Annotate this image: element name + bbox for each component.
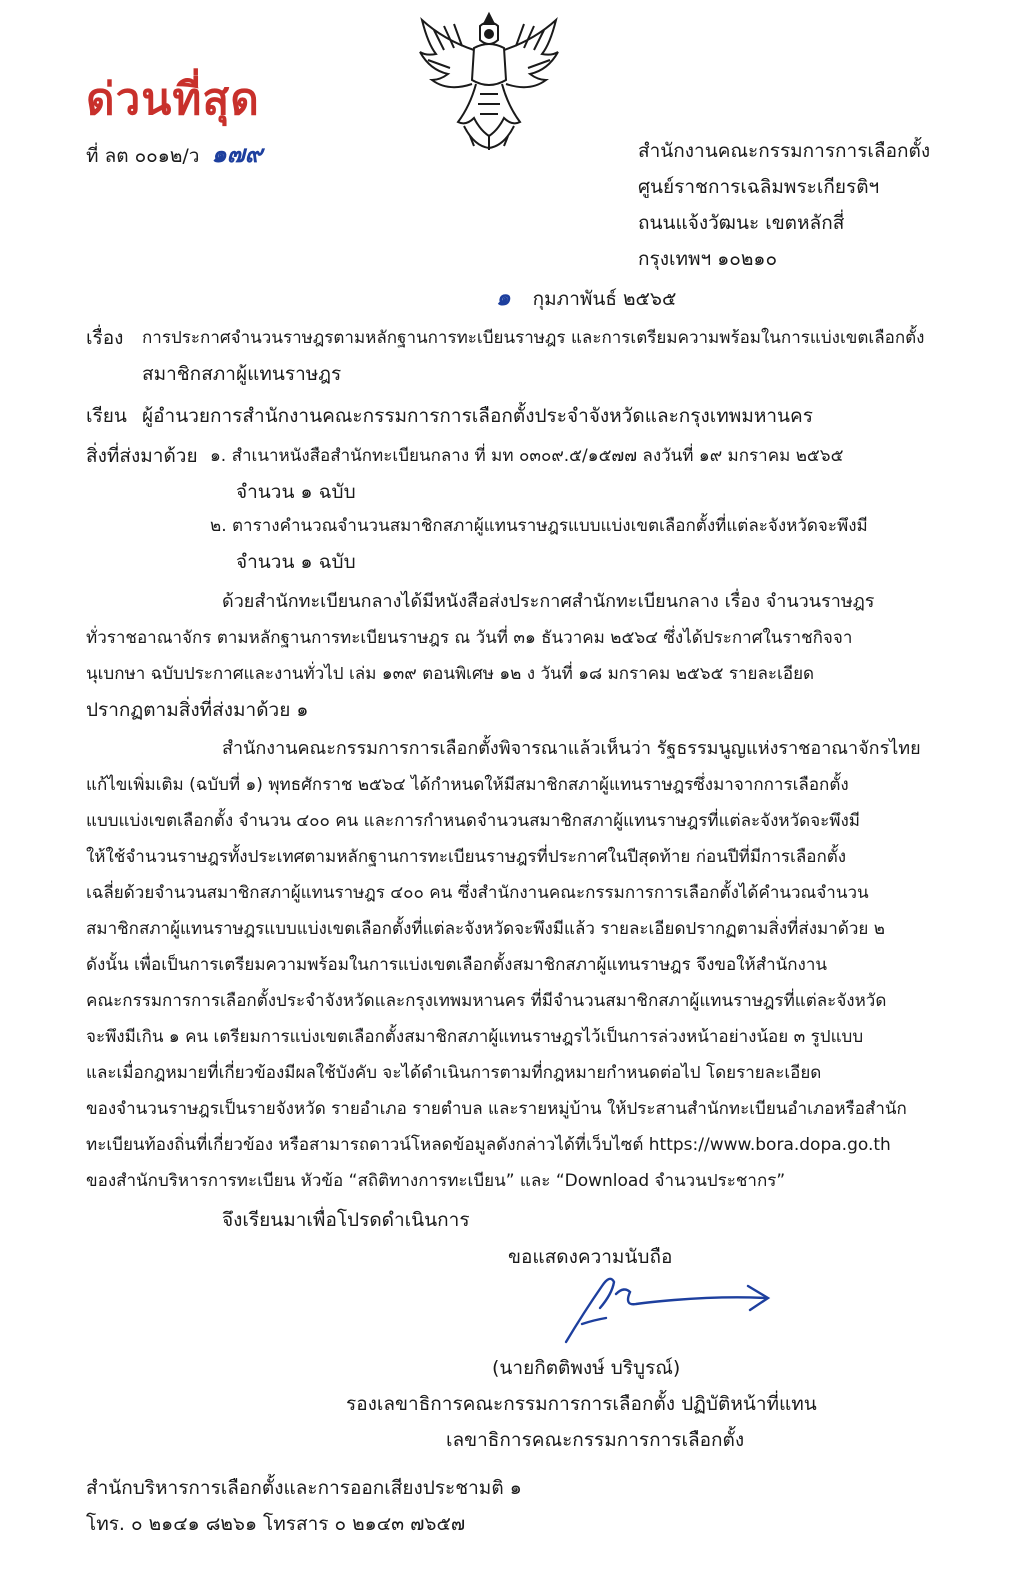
paragraph-2-line: คณะกรรมการการเลือกตั้งประจำจังหวัดและกรุงเทพมหานคร ที่มีจำนวนสมาชิกสภาผู้แทนราษฎรที่แต่ละจังหวัด <box>86 991 887 1011</box>
footer-office: สำนักบริหารการเลือกตั้งและการออกเสียงประชามติ ๑ <box>86 1477 522 1499</box>
footer-contact: โทร. ๐ ๒๑๔๑ ๘๒๖๑ โทรสาร ๐ ๒๑๔๓ ๗๖๕๗ <box>86 1513 466 1535</box>
salutation-text: ผู้อำนวยการสำนักงานคณะกรรมการการเลือกตั้งประจำจังหวัดและกรุงเทพมหานคร <box>142 405 813 427</box>
paragraph-2-line: สำนักงานคณะกรรมการการเลือกตั้งพิจารณาแล้วเห็นว่า รัฐธรรมนูญแห่งราชอาณาจักรไทย <box>222 738 921 759</box>
letter-date <box>496 286 676 311</box>
sender-address-line-2: ศูนย์ราชการเฉลิมพระเกียรติฯ <box>638 176 880 198</box>
sender-address-line-1: สำนักงานคณะกรรมการการเลือกตั้ง <box>638 140 931 162</box>
date-handwritten-day: ๑ <box>496 285 511 311</box>
enclosure-item-1-count: จำนวน ๑ ฉบับ <box>236 481 356 503</box>
paragraph-2-line: จะพึงมีเกิน ๑ คน เตรียมการแบ่งเขตเลือกตั้งสมาชิกสภาผู้แทนราษฎรไว้เป็นการล่วงหน้าอย่างน้อย ๓ รูปแบบ <box>86 1027 864 1047</box>
paragraph-2-line: เฉลี่ยด้วยจำนวนสมาชิกสภาผู้แทนราษฎร ๔๐๐ คน ซึ่งสำนักงานคณะกรรมการการเลือกตั้งได้คำนวณจำนวน <box>86 883 869 903</box>
paragraph-1-line: นุเบกษา ฉบับประกาศและงานทั่วไป เล่ม ๑๓๙ ตอนพิเศษ ๑๒ ง วันที่ ๑๘ มกราคม ๒๕๖๕ รายละเอียด <box>86 664 815 684</box>
paragraph-2-line: และเมื่อกฎหมายที่เกี่ยวข้องมีผลใช้บังคับ จะได้ดำเนินการตามที่กฎหมายกำหนดต่อไป โดยรายละเอียด <box>86 1063 822 1083</box>
paragraph-2-line: แบบแบ่งเขตเลือกตั้ง จำนวน ๔๐๐ คน และการกำหนดจำนวนสมาชิกสภาผู้แทนราษฎรที่แต่ละจังหวัดจะพึงมี <box>86 811 860 831</box>
date-month-year: กุมภาพันธ์ ๒๕๖๕ <box>532 288 677 310</box>
garuda-emblem-icon <box>414 10 564 152</box>
paragraph-2-line: ของสำนักบริหารการทะเบียน หัวข้อ “สถิติทางการทะเบียน” และ “Download จำนวนประชากร” <box>86 1171 786 1191</box>
signatory-title-2: เลขาธิการคณะกรรมการการเลือกตั้ง <box>446 1429 745 1451</box>
paragraph-1-line: ปรากฏตามสิ่งที่ส่งมาด้วย ๑ <box>86 699 309 721</box>
sender-address-line-4: กรุงเทพฯ ๑๐๒๑๐ <box>638 248 778 270</box>
reference-handwritten: ๑๗๙ <box>211 140 263 168</box>
subject-line-2: สมาชิกสภาผู้แทนราษฎร <box>142 363 342 385</box>
reference-prefix: ที่ ลต ๐๐๑๒/ว <box>86 145 200 167</box>
reference-number <box>86 142 262 168</box>
closing-text: จึงเรียนมาเพื่อโปรดดำเนินการ <box>222 1209 470 1231</box>
paragraph-2-line: ให้ใช้จำนวนราษฎรทั้งประเทศตามหลักฐานการทะเบียนราษฎรที่ประกาศในปีสุดท้าย ก่อนปีที่มีการเลือกตั้ง <box>86 847 847 867</box>
paragraph-2-line: แก้ไขเพิ่มเติม (ฉบับที่ ๑) พุทธศักราช ๒๕๖๔ ได้กำหนดให้มีสมาชิกสภาผู้แทนราษฎรซึ่งมาจากการเลือกตั้ง <box>86 775 849 795</box>
enclosure-item-2: ๒. ตารางคำนวณจำนวนสมาชิกสภาผู้แทนราษฎรแบบแบ่งเขตเลือกตั้งที่แต่ละจังหวัดจะพึงมี <box>210 516 868 536</box>
enclosure-item-1: ๑. สำเนาหนังสือสำนักทะเบียนกลาง ที่ มท ๐๓๐๙.๕/๑๕๗๗ ลงวันที่ ๑๙ มกราคม ๒๕๖๕ <box>210 446 844 466</box>
enclosures-label: สิ่งที่ส่งมาด้วย <box>86 445 198 467</box>
paragraph-2-line: ดังนั้น เพื่อเป็นการเตรียมความพร้อมในการแบ่งเขตเลือกตั้งสมาชิกสภาผู้แทนราษฎร จึงขอให้สำนักงาน <box>86 955 828 975</box>
paragraph-1-line: ทั่วราชอาณาจักร ตามหลักฐานการทะเบียนราษฎร ณ วันที่ ๓๑ ธันวาคม ๒๕๖๔ ซึ่งได้ประกาศในราชกิจจา <box>86 628 853 648</box>
regards-text: ขอแสดงความนับถือ <box>508 1246 673 1268</box>
urgent-stamp: ด่วนที่สุด <box>86 74 260 125</box>
enclosure-item-2-count: จำนวน ๑ ฉบับ <box>236 551 356 573</box>
signatory-name: (นายกิตติพงษ์ บริบูรณ์) <box>492 1357 681 1379</box>
paragraph-1-line: ด้วยสำนักทะเบียนกลางได้มีหนังสือส่งประกาศสำนักทะเบียนกลาง เรื่อง จำนวนราษฎร <box>222 591 875 612</box>
paragraph-2-line: ของจำนวนราษฎรเป็นรายจังหวัด รายอำเภอ รายตำบล และรายหมู่บ้าน ให้ประสานสำนักทะเบียนอำเภอหรือสำนัก <box>86 1099 907 1119</box>
subject-line-1: การประกาศจำนวนราษฎรตามหลักฐานการทะเบียนราษฎร และการเตรียมความพร้อมในการแบ่งเขตเลือกตั้ง <box>142 328 925 348</box>
subject-label: เรื่อง <box>86 327 124 349</box>
salutation-label: เรียน <box>86 405 127 427</box>
sender-address-line-3: ถนนแจ้งวัฒนะ เขตหลักสี่ <box>638 212 845 234</box>
paragraph-2-line: ทะเบียนท้องถิ่นที่เกี่ยวข้อง หรือสามารถดาวน์โหลดข้อมูลดังกล่าวได้ที่เว็บไซต์ https://www.bora.dopa.go.th <box>86 1135 891 1155</box>
signatory-title-1: รองเลขาธิการคณะกรรมการการเลือกตั้ง ปฏิบัติหน้าที่แทน <box>346 1393 817 1415</box>
paragraph-2-line: สมาชิกสภาผู้แทนราษฎรแบบแบ่งเขตเลือกตั้งที่แต่ละจังหวัดจะพึงมีแล้ว รายละเอียดปรากฏตามสิ่งที่ส่งมาด้วย ๒ <box>86 919 885 939</box>
handwritten-signature <box>554 1262 784 1348</box>
